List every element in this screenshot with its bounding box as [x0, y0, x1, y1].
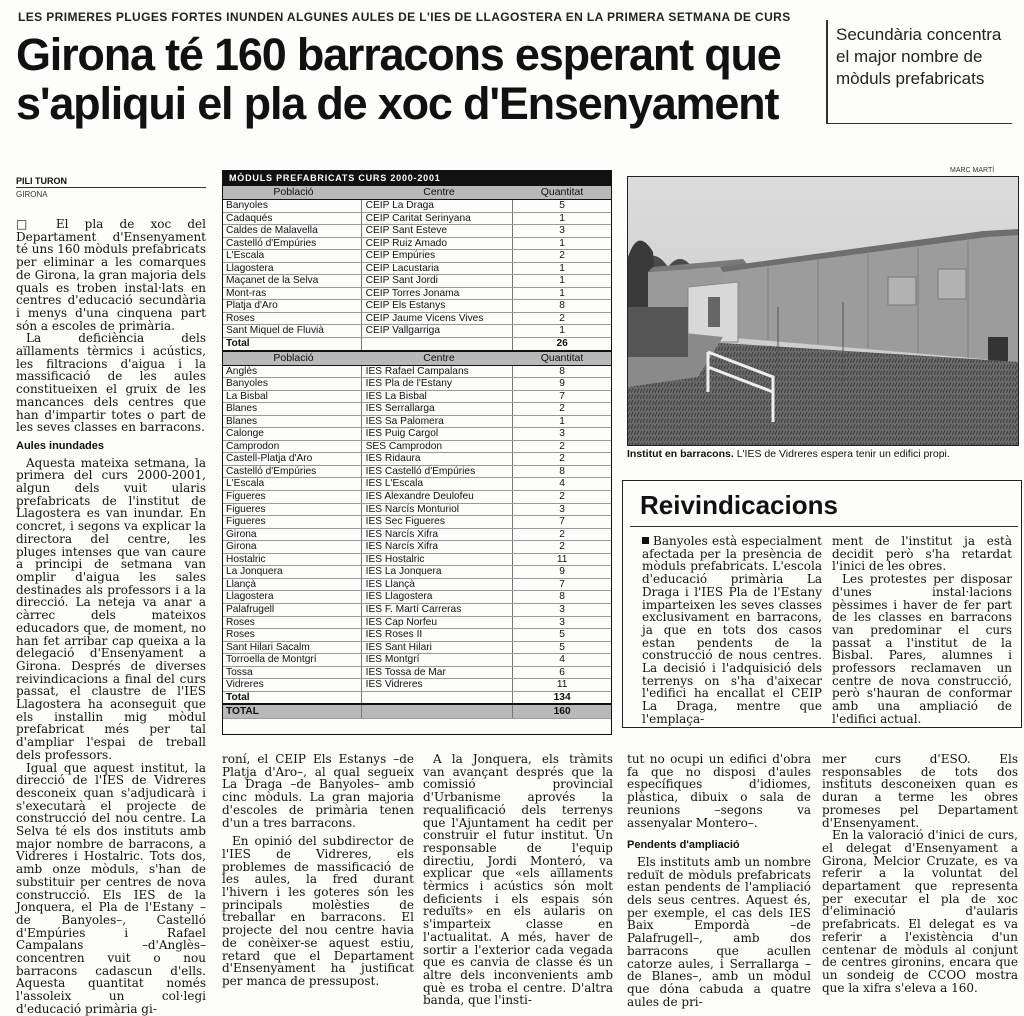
sidebar-column-2: [832, 535, 1012, 726]
cell-poblacio: Girona: [226, 541, 257, 553]
cell-centre: IES Tossa de Mar: [361, 667, 513, 679]
table-row: [223, 617, 611, 630]
cell-poblacio: Figueres: [226, 491, 266, 503]
cell-centre: IES Cap Norfeu: [361, 617, 513, 629]
cell-poblacio: Roses: [226, 629, 255, 641]
sidebar-c1: Banyoles està especialment afectada per la presència de mòduls prefabricats. L'escola d'educació primària La Draga i l'IES Pla de l'Estany imparteixen les seves classes exclusivament en barracons, ja que en tots dos casos estan pendents de la construcció de nous centres. La decisió i l'adquisició dels terrenys on s'ha d'aixecar l'edifici ha encallat el CEIP La Draga, mentre que l'emplaça-: [642, 534, 822, 726]
cell-quantitat: 9: [512, 566, 611, 578]
cell-quantitat: 8: [512, 466, 611, 478]
byline-place: GIRONA: [16, 190, 48, 199]
header-centre: Centre: [423, 351, 455, 364]
cell-poblacio: Cadaqués: [226, 212, 273, 224]
table-row: [223, 300, 611, 313]
photo-image: [628, 177, 1019, 446]
article-column-4: [627, 753, 811, 1008]
col4-p2: Els instituts amb un nombre reduït de mòduls prefabricats estan pendents de l'ampliació dels seus centres. Aquest és, per exemple, el cas dels IES Baix Empordà –de Palafrugell–, amb dos barracons que acullen catorze aules, i Serrallarga –de Blanes–, amb un mòdul que dóna cabuda a quatre aules de pri-: [627, 854, 811, 1009]
cell-quantitat: 1: [512, 325, 611, 337]
deck: Secundària concentra el major nombre de mòduls prefabricats: [826, 20, 1012, 124]
cell-centre: [361, 705, 513, 718]
cell-poblacio: Palafrugell: [226, 603, 275, 615]
cell-centre: IES Sa Palomera: [361, 416, 513, 428]
table-row-total: [223, 338, 611, 351]
table-row: [223, 466, 611, 479]
header-poblacio: Població: [273, 351, 314, 364]
cell-centre: CEIP Els Estanys: [361, 300, 513, 312]
cell-centre: CEIP Jaume Vicens Vives: [361, 313, 513, 325]
sidebar-c2a: ment de l'institut ja està decidit però s'ha retardat l'inici de les obres.: [832, 534, 1012, 574]
sidebar-column-1: [642, 535, 822, 726]
cell-poblacio: Sant Miquel de Fluvià: [226, 325, 324, 337]
cell-poblacio: L'Escala: [226, 250, 265, 262]
square-bullet-icon: [642, 537, 649, 544]
col4-p1: tut no ocupi un edifici d'obra fa que no disposi d'aules específiques d'idiomes, plàstica, dibuix o sala de reunions –segons va assenyalar Montero–.: [627, 752, 811, 830]
cell-centre: IES Serrallarga: [361, 403, 513, 415]
cell-centre: CEIP Vallgarriga: [361, 325, 513, 337]
table-row: [223, 642, 611, 655]
col1-p4: Igual que aquest institut, la direcció de l'IES de Vidreres desconeix quan s'adjudicarà i s'executarà el projecte de construcció del nou centre. La Selva té els dos instituts amb major nombre de barracons, a Vidreres i Hostalric. Tots dos, amb onze mòduls, s'han de substituir per centres de nova construcció. Els IES de la Jonquera, el Pla de l'Estany –de Banyoles–, Castelló d'Empúries i Rafael Campalans –d'Anglès– concentren vuit o nou barracons cadascun d'ells. Aquesta quantitat només l'assoleix un col·legi d'educació primària gi-: [16, 760, 206, 1016]
article-column-5: [822, 753, 1018, 994]
table-title: MÒDULS PREFABRICATS CURS 2000-2001: [223, 171, 611, 185]
cell-poblacio: Mont-ras: [226, 287, 267, 299]
col1-p3: Aquesta mateixa setmana, la primera del curs 2000-2001, algun dels vuit ularis prefabricats de l'institut de Llagostera es van inundar. En concret, i segons va explicar la directora del centre, les pluges intenses que van caure a principi de setmana van omplir d'aigua les sales destinades als professors i a la direcció. La neteja va anar a càrrec dels mateixos educadors que, de moment, no han fet arribar cap queixa a la delegació d'Ensenyament a Girona. Després de diverses reivindicacions a final del curs passat, el claustre de l'IES Llagostera ha aconseguit que els installin mig mòdul prefabricat més per tal d'ampliar l'espai de treball dels professors.: [16, 455, 206, 762]
cell-quantitat: 2: [512, 529, 611, 541]
col1-p2: La deficiència dels aïllaments tèrmics i acústics, les filtracions d'aigua i la massificació de les aules constitueixen el gruix de les mancances dels centres que han d'impartir totes o part de les seves classes en barracons.: [16, 331, 206, 435]
cell-quantitat: 2: [512, 250, 611, 262]
table-row: [223, 541, 611, 554]
cell-quantitat: 2: [512, 313, 611, 325]
sidebar-c2b: Les protestes per disposar d'unes instal·lacions pèssimes i haver de fer part de les classes en barracons van predominar el curs passat a l'institut de la Bisbal. Pares, alumnes i professors reclamaven un centre de nova construcció, però s'hauran de conformar amb una ampliació de l'edifici actual.: [832, 572, 1012, 726]
cell-poblacio: Roses: [226, 616, 255, 628]
cell-poblacio: Figueres: [226, 503, 266, 515]
cell-centre: IES F. Martí Carreras: [361, 604, 513, 616]
table-row: [223, 200, 611, 213]
header-centre: Centre: [423, 186, 455, 198]
cell-centre: [361, 692, 513, 704]
cell-poblacio: Llançà: [226, 578, 257, 590]
modules-table: [222, 170, 612, 735]
cell-quantitat: 3: [512, 504, 611, 516]
cell-centre: CEIP Torres Jonama: [361, 288, 513, 300]
cell-quantitat: 3: [512, 225, 611, 237]
photo-barracks: [627, 176, 1019, 446]
caption-text: L'IES de Vidreres espera tenir un edifici propi.: [733, 448, 950, 460]
cell-centre: CEIP Sant Esteve: [361, 225, 513, 237]
cell-centre: IES Puig Cargol: [361, 428, 513, 440]
cell-centre: IES Castelló d'Empúries: [361, 466, 513, 478]
header-poblacio: Població: [273, 186, 314, 198]
table-row: [223, 225, 611, 238]
cell-quantitat: 7: [512, 391, 611, 403]
cell-centre: IES Llagostera: [361, 591, 513, 603]
table-row: [223, 403, 611, 416]
cell-poblacio: Castell-Platja d'Aro: [226, 453, 313, 465]
cell-centre: IES Pla de l'Estany: [361, 378, 513, 390]
cell-centre: CEIP Caritat Serinyana: [361, 213, 513, 225]
table-row: [223, 591, 611, 604]
sidebar-rule: [630, 526, 1018, 527]
cell-poblacio: Figueres: [226, 516, 266, 528]
byline: [16, 176, 206, 199]
cell-centre: IES Ridaura: [361, 453, 513, 465]
cell-quantitat: 1: [512, 416, 611, 428]
table-row: [223, 428, 611, 441]
table-row: [223, 679, 611, 692]
cell-centre: IES La Bisbal: [361, 391, 513, 403]
cell-centre: IES Roses II: [361, 629, 513, 641]
cell-poblacio: Platja d'Aro: [226, 300, 278, 312]
article-column-1: □ El pla de xoc del Departament d'Ensenyament té uns 160 mòduls prefabricats per eliminar a les comarques de Girona, la gran majoria dels quals es troben instal·lats en centres d'educació secundària i menys d'una cinquena part són a escoles de primària. La deficiència dels aïllaments tèrmics i acústics, les filtracions d'aigua i la massificació de les aules constitueixen el gruix de les mancances dels centres que han d'impartir totes o part de les seves classes en barracons. Aules inundades Aquesta mateixa setmana, la primera del curs 2000-2001, algun dels vuit ularis prefabricats de l'institut de Llagostera es van inundar. En concret, i segons va explicar la directora del centre, les pluges intenses que van caure a principi de setmana van omplir d'aigua les sales destinades als professors i a la direcció. La neteja va anar a càrrec dels mateixos educadors que, de moment, no han fet arribar cap queixa a la delegació d'Ensenyament a Girona. Després de diverses reivindicacions a final del curs passat, el claustre de l'IES Llagostera ha aconseguit que els installin mig mòdul prefabricat més per tal d'ampliar l'espai de treball dels professors. Igual que aquest institut, la direcció de l'IES de Vidreres desconeix quan s'adjudicarà i s'executarà el projecte de construcció del nou centre. La Selva té els dos instituts amb major nombre de barracons, a Vidreres i Hostalric. Tots dos, amb onze mòduls, s'han de substituir per centres de nova construcció. Els IES de la Jonquera, el Pla de l'Estany –de Banyoles–, Castelló d'Empúries i Rafael Campalans –d'Anglès– concentren vuit o nou barracons cadascun d'ells. Aquesta quantitat només l'assoleix un col·legi d'educació primària gi-: [16, 217, 206, 1016]
table-row: [223, 238, 611, 251]
cell-centre: CEIP Sant Jordi: [361, 275, 513, 287]
cell-poblacio: Blanes: [226, 415, 258, 427]
cell-centre: IES Narcís Xifra: [361, 529, 513, 541]
table-row: [223, 453, 611, 466]
kicker: LES PRIMERES PLUGES FORTES INUNDEN ALGUNES AULES DE L'IES DE LLAGOSTERA EN LA PRIMERA SETMANA DE CURS: [18, 10, 791, 24]
table-row: [223, 491, 611, 504]
table-row: [223, 313, 611, 326]
cell-quantitat: 8: [512, 300, 611, 312]
table-row: [223, 250, 611, 263]
caption-bold: Institut en barracons.: [627, 448, 734, 460]
cell-poblacio: L'Escala: [226, 478, 265, 490]
table-row: [223, 654, 611, 667]
cell-poblacio: Caldes de Malavella: [226, 225, 318, 237]
cell-quantitat: 2: [512, 491, 611, 503]
table-row: [223, 288, 611, 301]
table-row: [223, 416, 611, 429]
cell-quantitat: 3: [512, 617, 611, 629]
cell-poblacio: Sant Hilari Sacalm: [226, 641, 310, 653]
cell-centre: CEIP La Draga: [361, 200, 513, 212]
byline-author: PILI TURON: [16, 176, 206, 188]
table-row: [223, 516, 611, 529]
cell-poblacio: Llagostera: [226, 262, 274, 274]
cell-quantitat: 8: [512, 366, 611, 378]
table-row-grand: [223, 704, 611, 719]
table-row: [223, 366, 611, 379]
table-row: [223, 325, 611, 338]
cell-centre: IES Rafael Campalans: [361, 366, 513, 378]
table-row-total: [223, 692, 611, 705]
article-column-3: [423, 753, 613, 1007]
cell-quantitat: 1: [512, 213, 611, 225]
header-quantitat: Quantitat: [540, 351, 584, 364]
table-row: [223, 478, 611, 491]
cell-centre: IES Hostalric: [361, 554, 513, 566]
cell-centre: IES Montgrí: [361, 654, 513, 666]
cell-quantitat: 3: [512, 604, 611, 616]
photo-credit: MARC MARTÍ: [950, 167, 995, 174]
cell-poblacio: Tossa: [226, 666, 253, 678]
cell-centre: IES L'Escala: [361, 478, 513, 490]
table-row: [223, 629, 611, 642]
table-row: [223, 378, 611, 391]
table-row: [223, 579, 611, 592]
cell-quantitat: 9: [512, 378, 611, 390]
cell-poblacio: Hostalric: [226, 553, 266, 565]
cell-centre: IES Alexandre Deulofeu: [361, 491, 513, 503]
cell-quantitat: 6: [512, 667, 611, 679]
cell-poblacio: Girona: [226, 528, 257, 540]
cell-poblacio: Torroella de Montgrí: [226, 654, 317, 666]
cell-quantitat: 7: [512, 579, 611, 591]
col2-p1: roní, el CEIP Els Estanys –de Platja d'Aro–, al qual segueix La Draga –de Banyoles– amb cinc mòduls. La gran majoria d'escoles de primària tenen d'un a tres barracons.: [222, 752, 414, 830]
col5-p2: En la valoració d'inici de curs, el delegat d'Ensenyament a Girona, Melcior Cruzate, es va referir a la voluntat del departament que representa per executar el pla de xoc d'eliminació d'aularis prefabricats. El delegat es va referir a l'existència d'un centenar de mòduls al conjunt de centres gironins, encara que un sondeig de CCOO mostra que la xifra s'eleva a 160.: [822, 828, 1018, 995]
cell-quantitat: 11: [512, 679, 611, 691]
cell-quantitat: 160: [512, 705, 611, 718]
cell-quantitat: 2: [512, 453, 611, 465]
table-row: [223, 667, 611, 680]
table-row: [223, 391, 611, 404]
cell-poblacio: La Bisbal: [226, 390, 268, 402]
col5-p1: mer curs d'ESO. Els responsables de tots dos instituts desconeixen quan es duran a terme les obres promeses pel Departament d'Ensenyament.: [822, 752, 1018, 830]
cell-poblacio: TOTAL: [226, 706, 260, 718]
photo-caption: [627, 448, 1019, 460]
headline: Girona té 160 barracons esperant que s'apliqui el pla de xoc d'Ensenyament: [16, 29, 781, 129]
cell-poblacio: Banyoles: [226, 378, 268, 390]
cell-quantitat: 4: [512, 654, 611, 666]
cell-centre: IES Vidreres: [361, 679, 513, 691]
table-row: [223, 554, 611, 567]
cell-centre: IES Narcís Xifra: [361, 541, 513, 553]
cell-quantitat: 5: [512, 642, 611, 654]
table-row: [223, 275, 611, 288]
cell-quantitat: 1: [512, 238, 611, 250]
col2-p2: En opinió del subdirector de l'IES de Vidreres, els problemes de massificació de les aules, la fred durant l'hivern i les goteres són les principals molèsties de treballar en barracons. El projecte del nou centre havia de conèixer-se aquest estiu, retard que el Departament d'Ensenyament ha justificat per manca de pressupost.: [222, 834, 414, 988]
cell-poblacio: Maçanet de la Selva: [226, 275, 319, 287]
cell-centre: [361, 338, 513, 350]
cell-centre: CEIP Lacustaria: [361, 263, 513, 275]
table-header-secondary: [223, 351, 611, 366]
cell-quantitat: 1: [512, 288, 611, 300]
cell-centre: IES La Jonquera: [361, 566, 513, 578]
cell-quantitat: 1: [512, 263, 611, 275]
table-row: [223, 604, 611, 617]
cell-poblacio: Llagostera: [226, 591, 274, 603]
cell-quantitat: 2: [512, 441, 611, 453]
col3-p1: A la Jonquera, els tràmits van avançant després que la comissió provincial d'Urbanisme aprovés la requalificació dels terrenys que l'Ajuntament ha cedit per construir el futur institut. Un responsable de l'equip directiu, Jordi Monteró, va explicar que «els aïllaments tèrmics i acústics són molt deficients i els espais són reduïts» en els aularis on s'imparteix classe en l'actualitat. A més, haver de sortir a l'exterior cada vegada que es canvia de classe és un altre dels inconvenients amb què es troba el centre. D'altra banda, que l'insti-: [423, 752, 613, 1008]
cell-quantitat: 11: [512, 554, 611, 566]
table-row: [223, 504, 611, 517]
cell-poblacio: Roses: [226, 312, 255, 324]
cell-poblacio: Anglès: [226, 365, 258, 377]
table-row: [223, 263, 611, 276]
cell-poblacio: Blanes: [226, 403, 258, 415]
cell-poblacio: La Jonquera: [226, 566, 283, 578]
cell-quantitat: 26: [512, 338, 611, 350]
cell-quantitat: 7: [512, 516, 611, 528]
col1-subhead: Aules inundades: [16, 439, 105, 452]
cell-quantitat: 4: [512, 478, 611, 490]
table-row: [223, 566, 611, 579]
cell-centre: CEIP Empúries: [361, 250, 513, 262]
cell-poblacio: Camprodon: [226, 440, 280, 452]
cell-poblacio: Total: [226, 691, 250, 703]
cell-poblacio: Castelló d'Empúries: [226, 465, 317, 477]
cell-centre: IES Sec Figueres: [361, 516, 513, 528]
col1-p1: El pla de xoc del Departament d'Ensenyament té uns 160 mòduls prefabricats per eliminar a les comarques de Girona, la gran majoria dels quals es troben instal·lats en centres d'educació secundària i menys d'una cinquena part són a escoles de primària.: [16, 217, 206, 333]
table-row: [223, 529, 611, 542]
cell-poblacio: Vidreres: [226, 679, 264, 691]
cell-quantitat: 5: [512, 200, 611, 212]
cell-centre: IES Llançà: [361, 579, 513, 591]
article-column-2: [222, 753, 414, 988]
cell-centre: IES Narcís Monturiol: [361, 504, 513, 516]
cell-quantitat: 8: [512, 591, 611, 603]
col4-subhead: Pendents d'ampliació: [627, 839, 740, 852]
cell-quantitat: 5: [512, 629, 611, 641]
cell-quantitat: 3: [512, 428, 611, 440]
cell-quantitat: 134: [512, 692, 611, 704]
cell-quantitat: 2: [512, 541, 611, 553]
cell-poblacio: Banyoles: [226, 200, 268, 211]
cell-poblacio: Calonge: [226, 428, 264, 440]
table-row: [223, 213, 611, 226]
sidebar-title: Reivindicacions: [640, 490, 838, 520]
cell-centre: IES Sant Hilari: [361, 642, 513, 654]
header-quantitat: Quantitat: [540, 186, 584, 198]
cell-poblacio: Castelló d'Empúries: [226, 237, 317, 249]
cell-poblacio: Total: [226, 338, 250, 350]
cell-quantitat: 1: [512, 275, 611, 287]
cell-centre: SES Camprodon: [361, 441, 513, 453]
table-row: [223, 441, 611, 454]
table-header-primary: [223, 185, 611, 200]
cell-quantitat: 2: [512, 403, 611, 415]
cell-centre: CEIP Ruiz Amado: [361, 238, 513, 250]
